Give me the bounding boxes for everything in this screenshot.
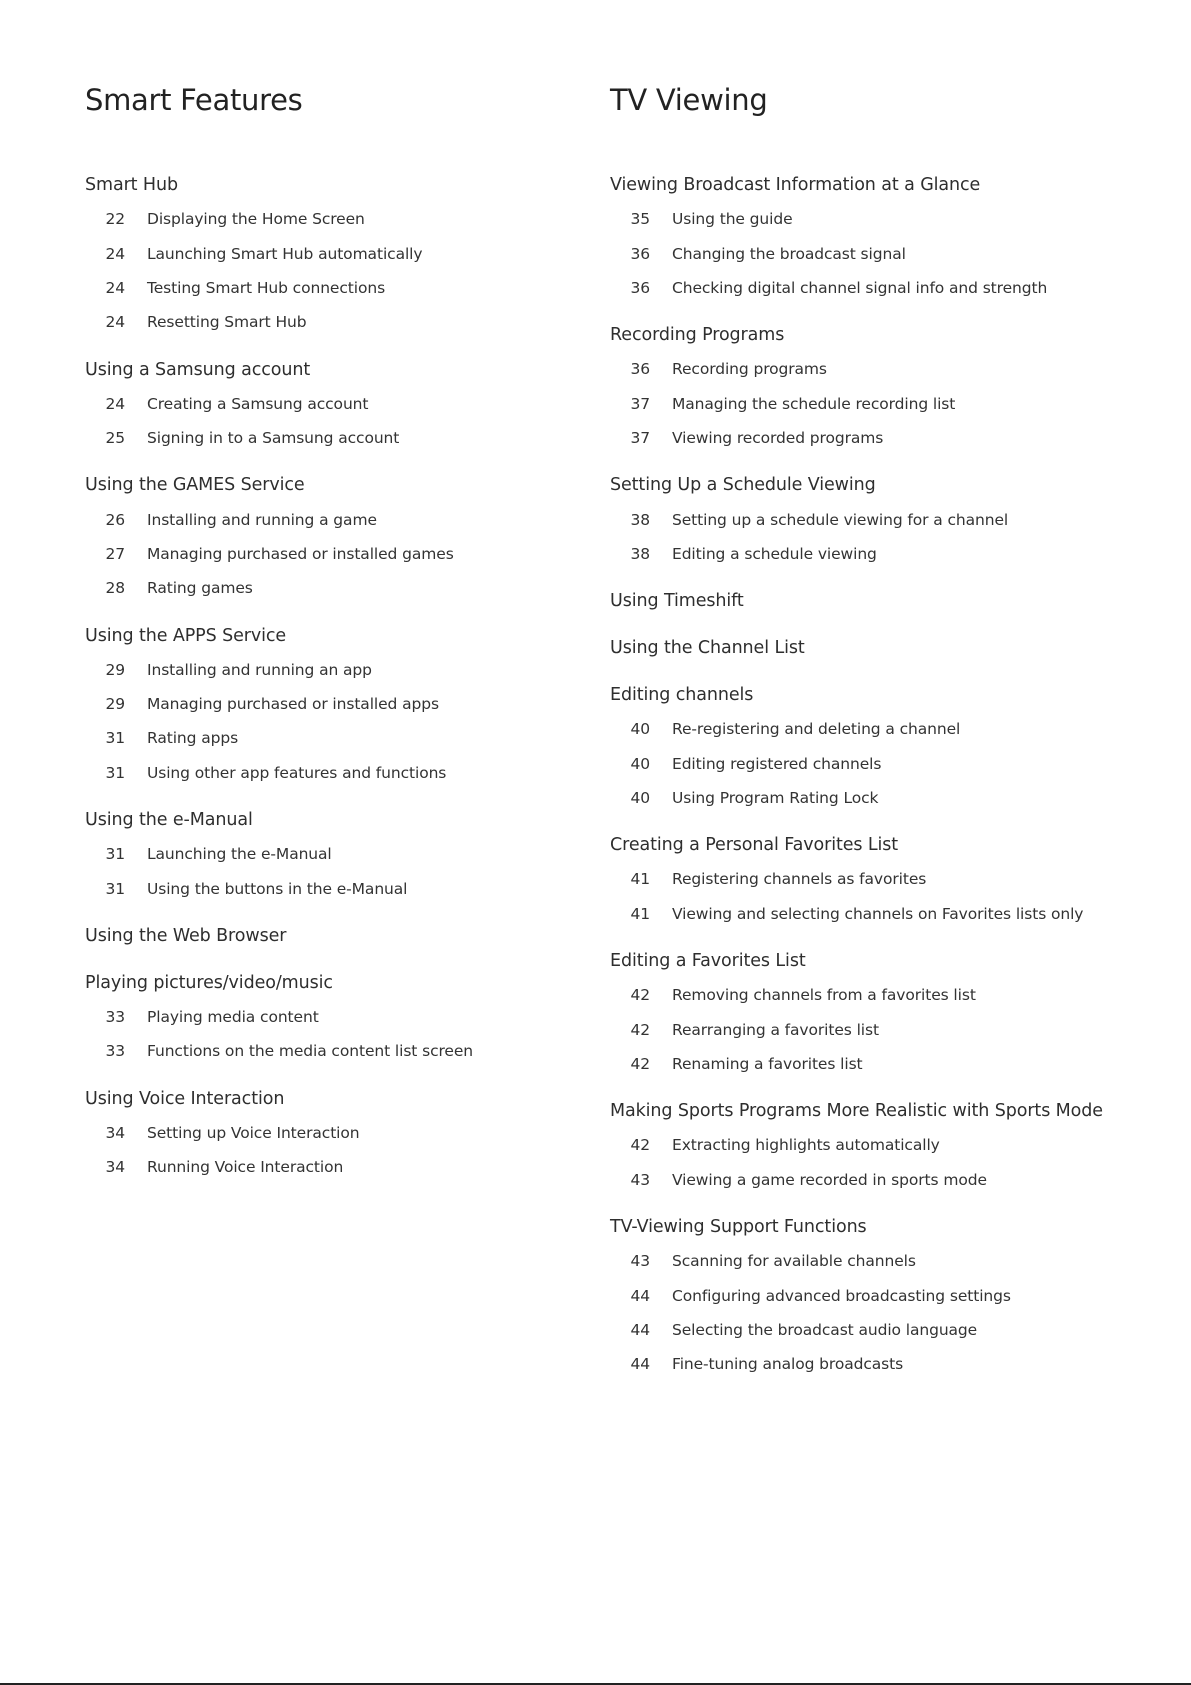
entry-text: Rating apps [147,729,239,748]
page-number: 44 [630,1321,650,1339]
toc-section [85,353,565,456]
entry-list [610,502,1170,571]
entry-text: Viewing recorded programs [672,429,884,448]
section-title-link[interactable]: TV-Viewing Support Functions [610,1217,867,1238]
section-title-link[interactable]: Using a Samsung account [85,359,311,380]
toc-entry[interactable] [85,236,565,270]
page-number: 24 [105,278,125,297]
toc-entry[interactable] [610,978,1170,1012]
entry-text: Editing registered channels [672,754,882,773]
toc-section [610,1094,1170,1197]
toc-entry[interactable] [610,1128,1170,1162]
toc-entry[interactable] [85,305,565,339]
entry-text: Setting up Voice Interaction [147,1123,360,1142]
entry-list [610,352,1170,455]
toc-section [610,318,1170,455]
entry-text: Changing the broadcast signal [672,244,906,263]
page-number: 35 [630,210,650,229]
toc-entry[interactable] [610,712,1170,746]
section-title-link[interactable]: Setting Up a Schedule Viewing [610,475,876,496]
page-number: 43 [630,1252,650,1271]
page-number: 33 [105,1008,125,1027]
toc-entry[interactable] [610,897,1170,931]
section-title-link[interactable]: Using the APPS Service [85,625,287,646]
entry-list [610,978,1170,1081]
entry-text: Displaying the Home Screen [147,210,365,229]
toc-entry[interactable] [610,236,1170,270]
entry-text: Removing channels from a favorites list [672,986,976,1005]
entry-text: Using other app features and functions [147,763,447,782]
toc-section [85,919,565,953]
entry-text: Re-registering and deleting a channel [672,720,961,739]
page-number: 38 [630,544,650,563]
toc-entry[interactable] [610,781,1170,815]
entry-text: Renaming a favorites list [672,1055,863,1074]
page-number: 43 [630,1170,650,1189]
entry-list [85,837,565,906]
toc-entry[interactable] [85,1150,565,1184]
page-number: 22 [105,210,125,229]
toc-entry[interactable] [85,756,565,790]
page-number: 27 [105,544,125,563]
entry-list [85,502,565,605]
toc-section [85,468,565,605]
toc-entry[interactable] [85,653,565,687]
page-number: 28 [105,579,125,598]
section-title-link[interactable]: Making Sports Programs More Realistic with Sports Mode [610,1101,1103,1122]
section-title-link[interactable]: Using the Channel List [610,638,805,659]
page-number: 40 [630,720,650,739]
toc-entry[interactable] [610,1244,1170,1278]
toc-entry[interactable] [85,837,565,871]
entry-text: Launching Smart Hub automatically [147,244,423,263]
toc-column-smart-features [85,82,565,1197]
section-title-link[interactable]: Using the GAMES Service [85,475,305,496]
entry-text: Registering channels as favorites [672,870,927,889]
toc-section [610,468,1170,571]
toc-entry[interactable] [610,352,1170,386]
toc-entry[interactable] [610,1278,1170,1312]
toc-entry[interactable] [85,502,565,536]
toc-entry[interactable] [85,271,565,305]
entry-text: Fine-tuning analog broadcasts [672,1355,904,1374]
entry-text: Recording programs [672,360,827,379]
toc-entry[interactable] [85,387,565,421]
entry-text: Playing media content [147,1008,319,1027]
section-title-link[interactable]: Smart Hub [85,175,178,195]
entry-text: Testing Smart Hub connections [147,278,386,297]
toc-section [85,803,565,906]
toc-section [610,944,1170,1081]
toc-entry[interactable] [85,1034,565,1068]
section-title-link[interactable]: Using the Web Browser [85,925,287,946]
page-number: 31 [105,879,125,898]
entry-text: Functions on the media content list screen [147,1042,474,1061]
page-number: 34 [105,1123,125,1142]
toc-entry[interactable] [85,537,565,571]
toc-entry[interactable] [610,202,1170,236]
toc-section [85,966,565,1069]
page-number: 40 [630,754,650,773]
toc-entry[interactable] [85,871,565,905]
entry-list [610,202,1170,305]
page-number: 36 [630,278,650,297]
toc-section [610,1210,1170,1382]
page-number: 37 [630,394,650,413]
entry-text: Editing a schedule viewing [672,544,877,563]
page-number: 40 [630,789,650,808]
entry-text: Checking digital channel signal info and strength [672,278,1048,297]
toc-entry[interactable] [85,571,565,605]
entry-text: Configuring advanced broadcasting settings [672,1286,1011,1305]
page-number: 42 [630,1136,650,1155]
column-title: Smart Features [85,83,303,117]
entry-list [85,202,565,340]
section-list [610,168,1170,1382]
entry-text: Viewing and selecting channels on Favorites lists only [672,904,1084,923]
entry-text: Managing purchased or installed games [147,544,454,563]
toc-section [85,168,565,340]
toc-entry[interactable] [85,1000,565,1034]
entry-text: Launching the e-Manual [147,845,332,864]
toc-section [85,619,565,791]
toc-section [610,678,1170,815]
toc-entry[interactable] [610,747,1170,781]
page-number: 36 [630,244,650,263]
toc-entry[interactable] [610,1163,1170,1197]
entry-list [610,712,1170,815]
toc-section [610,828,1170,931]
entry-text: Installing and running an app [147,660,372,679]
entry-text: Installing and running a game [147,510,377,529]
entry-text: Using the buttons in the e-Manual [147,879,408,898]
page-number: 33 [105,1042,125,1061]
toc-entry[interactable] [85,1116,565,1150]
section-title-link[interactable]: Creating a Personal Favorites List [610,835,899,856]
page-number: 29 [105,695,125,714]
toc-entry[interactable] [85,421,565,455]
entry-text: Managing purchased or installed apps [147,695,439,714]
entry-list [85,1000,565,1069]
toc-entry[interactable] [610,1313,1170,1347]
section-title-link[interactable]: Playing pictures/video/music [85,972,333,993]
section-title-link[interactable]: Editing channels [610,685,754,706]
page-number: 42 [630,1020,650,1039]
entry-text: Resetting Smart Hub [147,313,307,332]
page-number: 42 [630,986,650,1005]
entry-list [85,387,565,456]
toc-section [610,168,1170,305]
page-number: 38 [630,510,650,529]
page-number: 41 [630,870,650,889]
toc-entry[interactable] [610,537,1170,571]
page-number: 24 [105,313,125,332]
page-number: 37 [630,429,650,448]
page-number: 44 [630,1355,650,1374]
section-title-link[interactable]: Using Timeshift [610,591,744,612]
entry-text: Creating a Samsung account [147,394,369,413]
entry-text: Selecting the broadcast audio language [672,1321,978,1339]
toc-entry[interactable] [610,387,1170,421]
entry-text: Viewing a game recorded in sports mode [672,1170,987,1189]
entry-list [610,1128,1170,1197]
toc-entry[interactable] [85,202,565,236]
page-number: 44 [630,1286,650,1305]
page-number: 29 [105,660,125,679]
entry-text: Using Program Rating Lock [672,789,879,808]
toc-section [610,584,1170,618]
entry-text: Using the guide [672,210,793,229]
page-number: 24 [105,394,125,413]
entry-list [610,862,1170,931]
section-list [85,168,565,1184]
column-title: TV Viewing [610,83,768,117]
entry-text: Extracting highlights automatically [672,1136,940,1155]
entry-text: Managing the schedule recording list [672,394,956,413]
page-number: 26 [105,510,125,529]
toc-entry[interactable] [610,421,1170,455]
page-number: 31 [105,763,125,782]
section-title-link[interactable]: Viewing Broadcast Information at a Glance [610,175,981,195]
page-number: 31 [105,729,125,748]
entry-text: Running Voice Interaction [147,1158,344,1177]
entry-list [85,653,565,791]
page-number: 24 [105,244,125,263]
entry-text: Rating games [147,579,253,598]
toc-section [610,631,1170,665]
page-number: 31 [105,845,125,864]
page-number: 42 [630,1055,650,1074]
section-title-link[interactable]: Using Voice Interaction [85,1088,285,1109]
toc-entry[interactable] [610,1347,1170,1381]
section-title-link[interactable]: Editing a Favorites List [610,951,806,972]
page-number: 34 [105,1158,125,1177]
section-title-link[interactable]: Using the e-Manual [85,810,253,831]
entry-text: Setting up a schedule viewing for a channel [672,510,1009,529]
entry-text: Scanning for available channels [672,1252,916,1271]
page-number: 36 [630,360,650,379]
page-number: 25 [105,429,125,448]
toc-column-tv-viewing [610,82,1170,1395]
entry-text: Signing in to a Samsung account [147,429,400,448]
section-title-link[interactable]: Recording Programs [610,325,785,346]
toc-entry[interactable] [610,1012,1170,1046]
page-number: 41 [630,904,650,923]
entry-list [610,1244,1170,1382]
toc-entry[interactable] [610,271,1170,305]
toc-entry[interactable] [610,1047,1170,1081]
toc-entry[interactable] [85,721,565,755]
entry-list [85,1116,565,1185]
toc-entry[interactable] [610,862,1170,896]
toc-entry[interactable] [85,687,565,721]
entry-text: Rearranging a favorites list [672,1020,879,1039]
toc-entry[interactable] [610,502,1170,536]
toc-section [85,1082,565,1185]
